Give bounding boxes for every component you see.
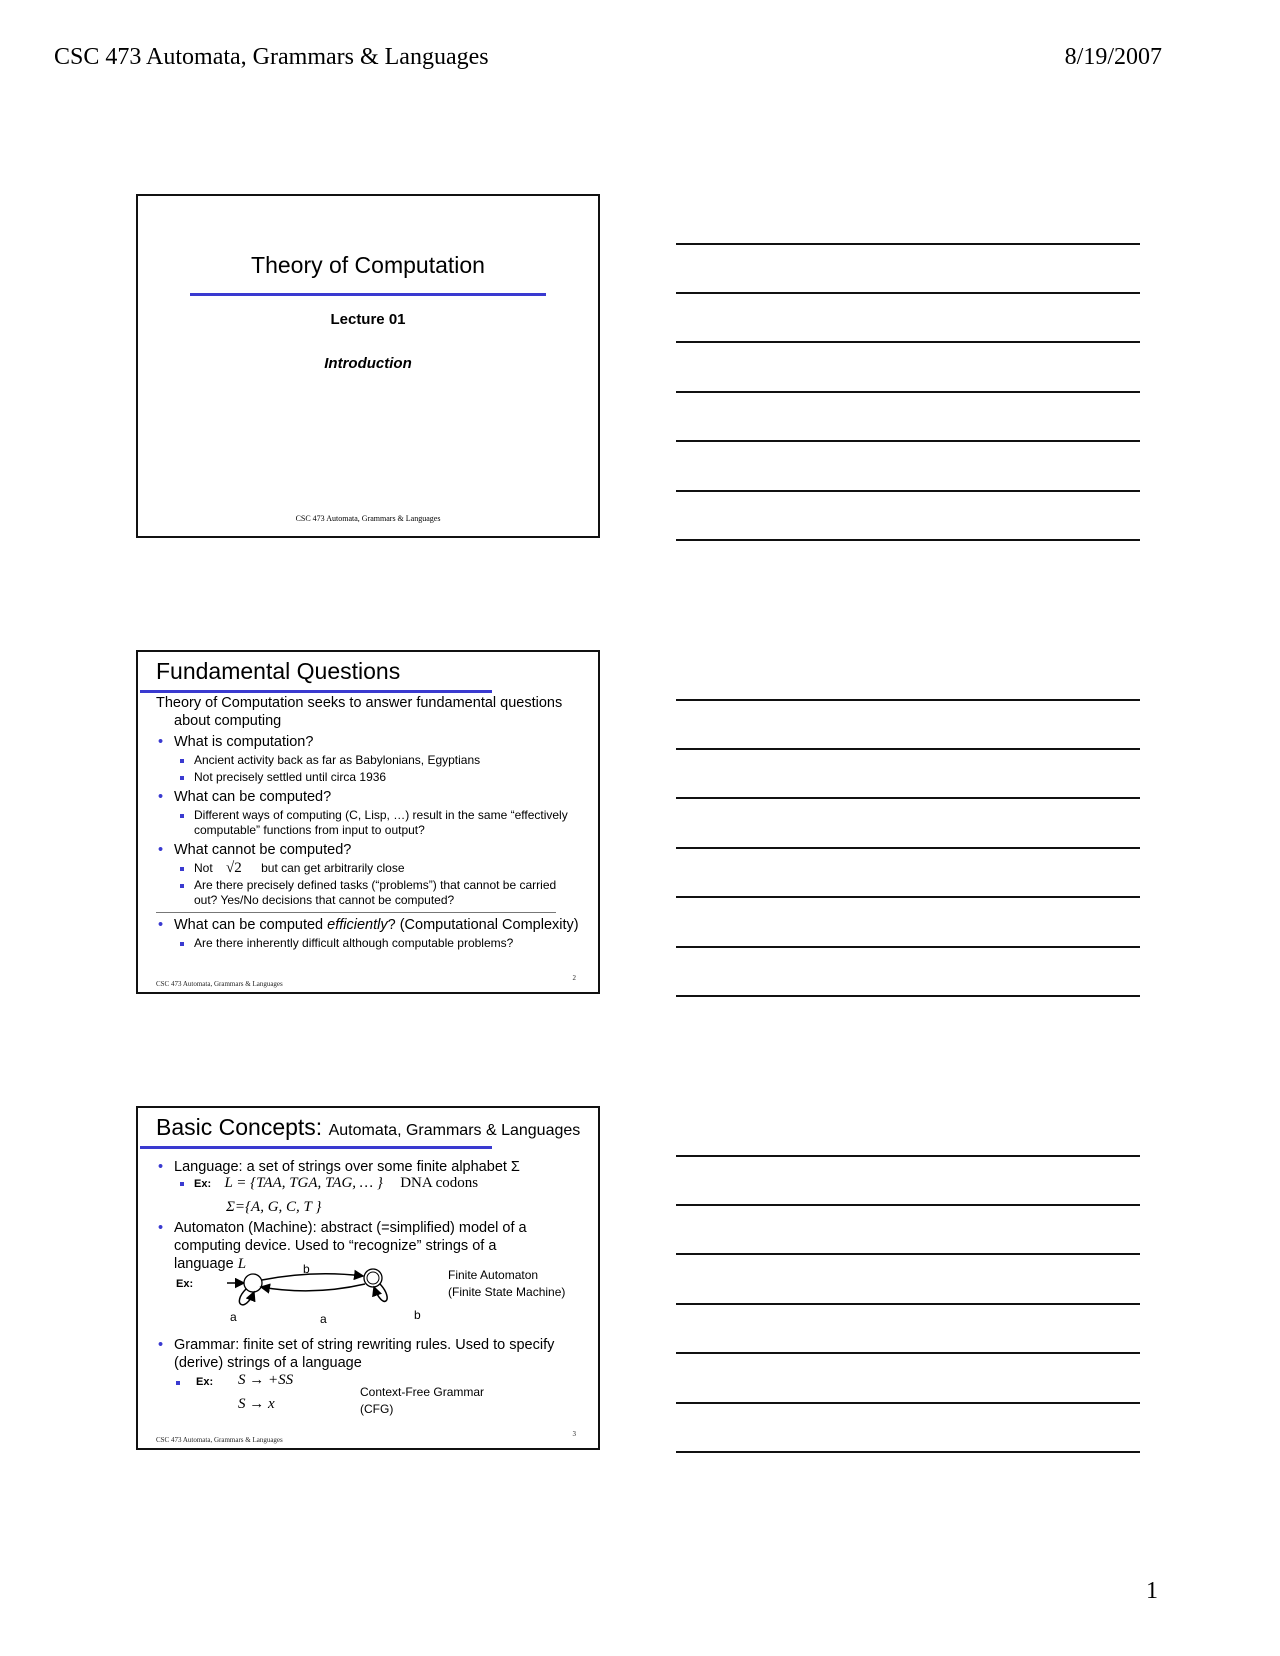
note-line — [676, 797, 1140, 799]
alphabet-math: Σ={A, G, C, T } — [226, 1199, 322, 1215]
note-line — [676, 946, 1140, 948]
note-line — [676, 748, 1140, 750]
language-note: DNA codons — [400, 1175, 479, 1191]
title-rule — [190, 293, 546, 296]
example-label: Ex: — [176, 1278, 194, 1290]
fa-caption: (Finite State Machine) — [448, 1285, 566, 1299]
sub-bullet: Ancient activity back as far as Babylonians, Egyptians — [156, 753, 580, 768]
title-main: Basic Concepts: — [156, 1114, 323, 1140]
lecture-label: Lecture 01 — [330, 311, 406, 328]
sub-bullet-text: Not — [194, 861, 213, 875]
sub-bullet: Are there precisely defined tasks (“problems”) that cannot be carried out? Yes/No decisions that cannot be computed? — [156, 878, 580, 908]
intro-text: Theory of Computation seeks to answer fundamental questions about computing — [156, 695, 563, 729]
transition-label-a: a — [230, 1310, 237, 1324]
page-header-date: 8/19/2007 — [1064, 44, 1162, 70]
note-line — [676, 1451, 1140, 1453]
note-line — [676, 490, 1140, 492]
note-line — [676, 1253, 1140, 1255]
bullet-text: ? (Computational Complexity) — [387, 917, 579, 933]
edge-a-back — [261, 1284, 365, 1291]
slide-1 — [136, 194, 600, 538]
example-label: Ex: — [196, 1376, 214, 1388]
transition-label-b: b — [414, 1308, 421, 1322]
bullet-text: What can be computed — [174, 917, 328, 933]
note-line — [676, 440, 1140, 442]
bullet-text: Automaton (Machine): abstract (=simplified) model of a computing device. Used to “recognize” strings of a language — [174, 1220, 527, 1272]
language-math: L = {TAA, TGA, TAG, … } — [224, 1175, 383, 1191]
slide-title — [156, 1114, 580, 1141]
grammar-rule: S → +SS — [238, 1372, 294, 1388]
note-line — [676, 699, 1140, 701]
bullet-question — [156, 916, 580, 934]
note-line — [676, 847, 1140, 849]
note-line — [676, 1204, 1140, 1206]
slide-footer: CSC 473 Automata, Grammars & Languages — [295, 514, 441, 523]
slide-title: Fundamental Questions — [156, 658, 401, 684]
bullet-item: • Language: a set of strings over some finite alphabet Σ — [156, 1158, 580, 1176]
bullet-question: • What is computation? — [156, 733, 580, 751]
title-rule — [140, 1146, 492, 1149]
edge-b-forward — [262, 1274, 363, 1280]
slide-2 — [136, 650, 600, 994]
note-line — [676, 896, 1140, 898]
slide-number: 2 — [572, 974, 576, 982]
sub-bullet: Different ways of computing (C, Lisp, …) result in the same “effectively computable” functions from input to output? — [156, 808, 580, 838]
slide-footer: CSC 473 Automata, Grammars & Languages — [156, 1436, 283, 1444]
slide-subtitle: Introduction — [324, 355, 412, 372]
page-number: 1 — [1146, 1578, 1158, 1604]
language-symbol: L — [237, 1256, 247, 1272]
state-start — [244, 1274, 262, 1292]
sub-bullet: Not precisely settled until circa 1936 — [156, 770, 580, 785]
sqrt-two-math: √2 — [226, 860, 242, 876]
note-line — [676, 1303, 1140, 1305]
note-line — [676, 292, 1140, 294]
note-line — [676, 341, 1140, 343]
slide-title: Theory of Computation — [251, 252, 485, 278]
transition-label-b: b — [303, 1262, 310, 1276]
slide-footer: CSC 473 Automata, Grammars & Languages — [156, 980, 283, 988]
note-line — [676, 391, 1140, 393]
slide-body — [156, 694, 580, 951]
note-line — [676, 1155, 1140, 1157]
note-line — [676, 243, 1140, 245]
separator-line — [156, 912, 556, 913]
sub-bullet-marker — [176, 1381, 180, 1385]
note-line — [676, 1402, 1140, 1404]
transition-label-a: a — [320, 1312, 327, 1326]
state-accept-inner — [367, 1272, 379, 1284]
cfg-caption: (CFG) — [360, 1402, 394, 1416]
example-label: Ex: — [194, 1178, 212, 1190]
bullet-question: • What can be computed? — [156, 788, 580, 806]
grammar-rule: S → x — [238, 1396, 275, 1412]
sub-bullet-text: but can get arbitrarily close — [261, 861, 405, 875]
fa-caption: Finite Automaton — [448, 1268, 539, 1282]
note-line — [676, 995, 1140, 997]
sub-bullet — [156, 1176, 580, 1192]
title-rule — [140, 690, 492, 693]
bullet-item: • Grammar: finite set of string rewriting rules. Used to specify (derive) strings of a language — [156, 1336, 580, 1372]
cfg-caption: Context-Free Grammar — [360, 1385, 485, 1399]
title-small: Automata, Grammars & Languages — [328, 1122, 581, 1139]
note-line — [676, 1352, 1140, 1354]
emphasis-text: efficiently — [327, 917, 388, 933]
bullet-question: • What cannot be computed? — [156, 841, 580, 859]
note-line — [676, 539, 1140, 541]
sub-bullet: Are there inherently difficult although computable problems? — [156, 936, 580, 951]
slide-body — [156, 1336, 580, 1372]
slide-3 — [136, 1106, 600, 1450]
sub-bullet — [156, 861, 580, 876]
slide-number: 3 — [572, 1430, 576, 1438]
page-header-title: CSC 473 Automata, Grammars & Languages — [54, 44, 489, 70]
